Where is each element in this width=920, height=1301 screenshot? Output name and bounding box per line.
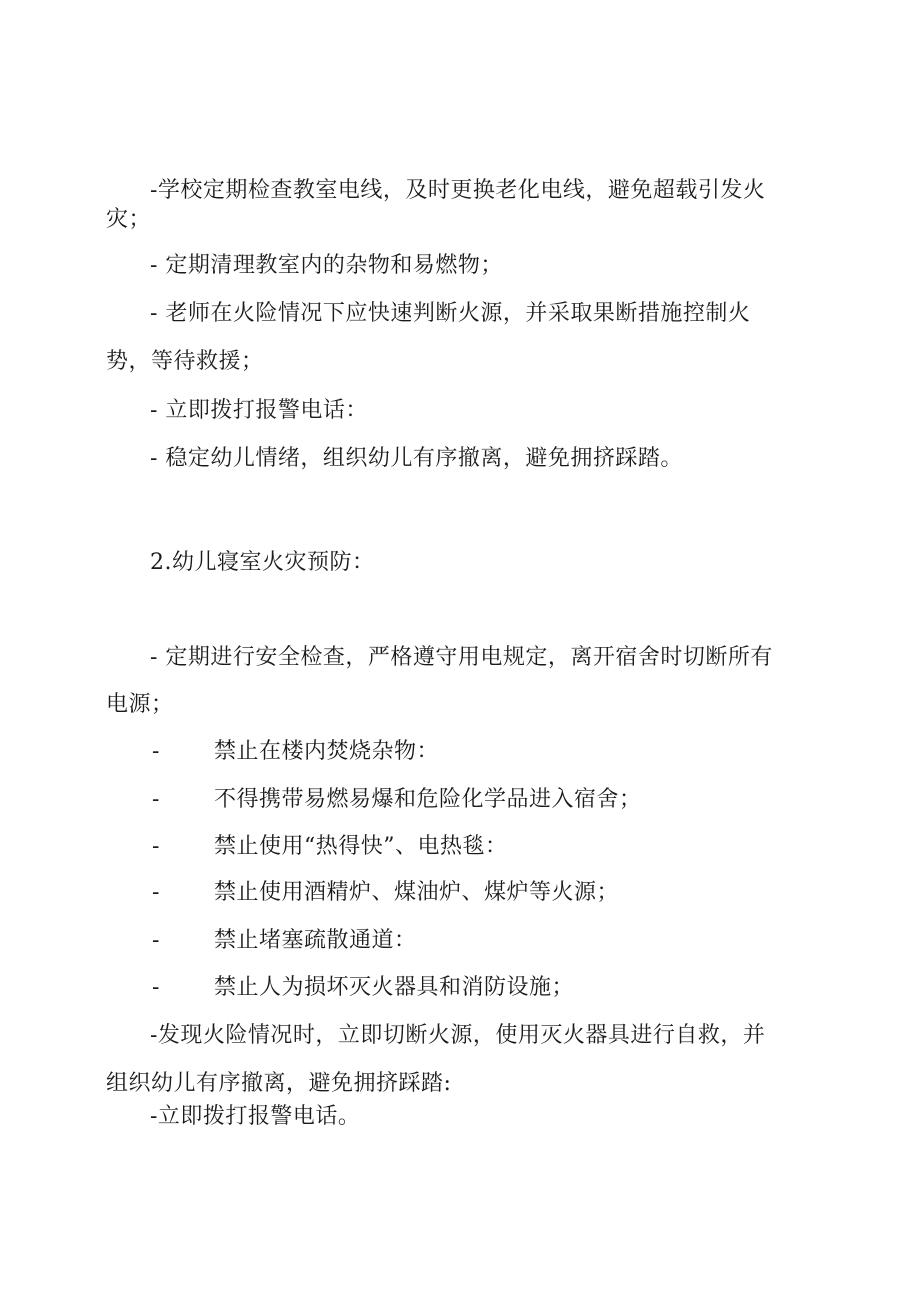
list-item (152, 975, 802, 1001)
list-item (152, 880, 802, 906)
list-item-text: 禁止在楼内焚烧杂物： (214, 739, 440, 764)
paragraph-line: 势，等待救援； (106, 349, 264, 374)
dash-marker: - (152, 739, 160, 764)
paragraph-line: -学校定期检查教室电线，及时更换老化电线，避免超载引发火 (150, 178, 766, 203)
list-item (152, 928, 802, 954)
section-heading: 2.幼儿寝室火灾预防： (150, 550, 375, 575)
paragraph-line: 电源； (106, 692, 174, 717)
paragraph-line: - 稳定幼儿情绪，组织幼儿有序撤离，避免拥挤踩踏。 (150, 446, 683, 471)
paragraph-line: - 定期清理教室内的杂物和易燃物； (150, 253, 503, 278)
dash-marker: - (152, 975, 160, 1000)
dash-marker: - (152, 787, 160, 812)
list-item-text: 禁止使用“热得快”、电热毯： (214, 834, 508, 859)
list-item (152, 834, 802, 860)
paragraph-line: - 老师在火险情况下应快速判断火源，并采取果断措施控制火 (150, 301, 751, 326)
list-item (152, 787, 802, 813)
dash-marker: - (152, 880, 160, 905)
list-item-text: 不得携带易燃易爆和危险化学品进入宿舍； (214, 787, 642, 812)
paragraph-line: 组织幼儿有序撤离，避免拥挤踩踏: (106, 1071, 452, 1096)
paragraph-line: -发现火险情况时，立即切断火源，使用灭火器具进行自救，并 (150, 1023, 766, 1048)
paragraph-line: 灾； (106, 207, 152, 232)
list-item-text: 禁止人为损坏灭火器具和消防设施； (214, 975, 575, 1000)
list-item (152, 739, 802, 765)
dash-marker: - (152, 834, 160, 859)
list-item-text: 禁止堵塞疏散通道： (214, 928, 417, 953)
list-item-text: 禁止使用酒精炉、煤油炉、煤炉等火源； (214, 880, 620, 905)
paragraph-line: -立即拨打报警电话。 (150, 1104, 361, 1129)
paragraph-line: - 立即拨打报警电话： (150, 398, 368, 423)
paragraph-line: - 定期进行安全检查，严格遵守用电规定，离开宿舍时切断所有 (150, 645, 773, 670)
dash-marker: - (152, 928, 160, 953)
